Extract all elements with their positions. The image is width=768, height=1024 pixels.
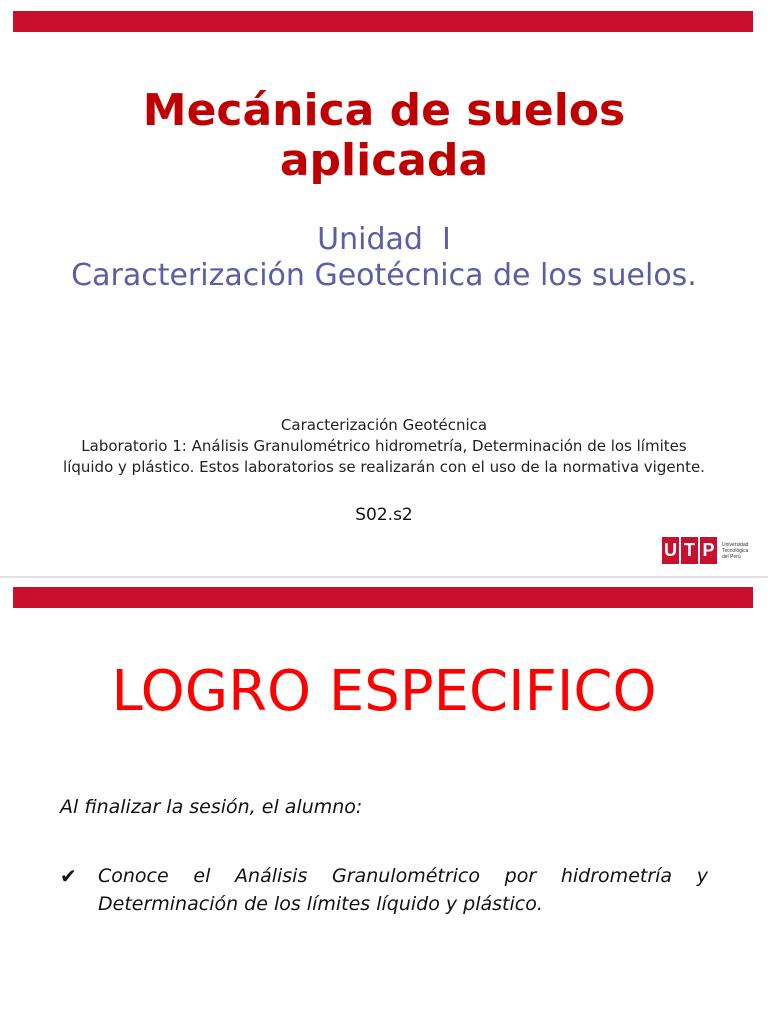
check-icon: ✔ [60, 864, 77, 888]
session-description [60, 415, 708, 478]
subtitle-body: Laboratorio 1: Análisis Granulométrico hidrometría, Determinación de los límites líquido y plástico. Estos laboratorios se realizarán con el uso de la normativa vigente. [63, 437, 705, 476]
subtitle-heading: Caracterización Geotécnica [280, 416, 488, 434]
objective-slide [0, 578, 768, 1024]
unit-block [40, 222, 728, 294]
objective-intro: Al finalizar la sesión, el alumno: [60, 796, 363, 818]
utp-logo [662, 537, 756, 564]
logo-university-name: Universidad Tecnológica del Perú [722, 541, 749, 560]
logo-letter-t: T [681, 537, 698, 564]
course-title: Mecánica de suelos aplicada [142, 85, 626, 186]
list-item [60, 862, 708, 918]
unit-label: Unidad I [317, 222, 451, 257]
objective-title: LOGRO ESPECIFICO [111, 659, 657, 724]
top-red-bar [13, 11, 753, 32]
bullet-text: Conoce el Análisis Granulométrico por hidrometría y Determinación de los límites líquido y plástico. [98, 865, 708, 915]
unit-topic: Caracterización Geotécnica de los suelos. [71, 258, 697, 293]
logo-letter-p: P [700, 537, 717, 564]
session-code: S02.s2 [355, 505, 413, 525]
logo-letter-u: U [662, 537, 679, 564]
top-red-bar [13, 587, 753, 608]
